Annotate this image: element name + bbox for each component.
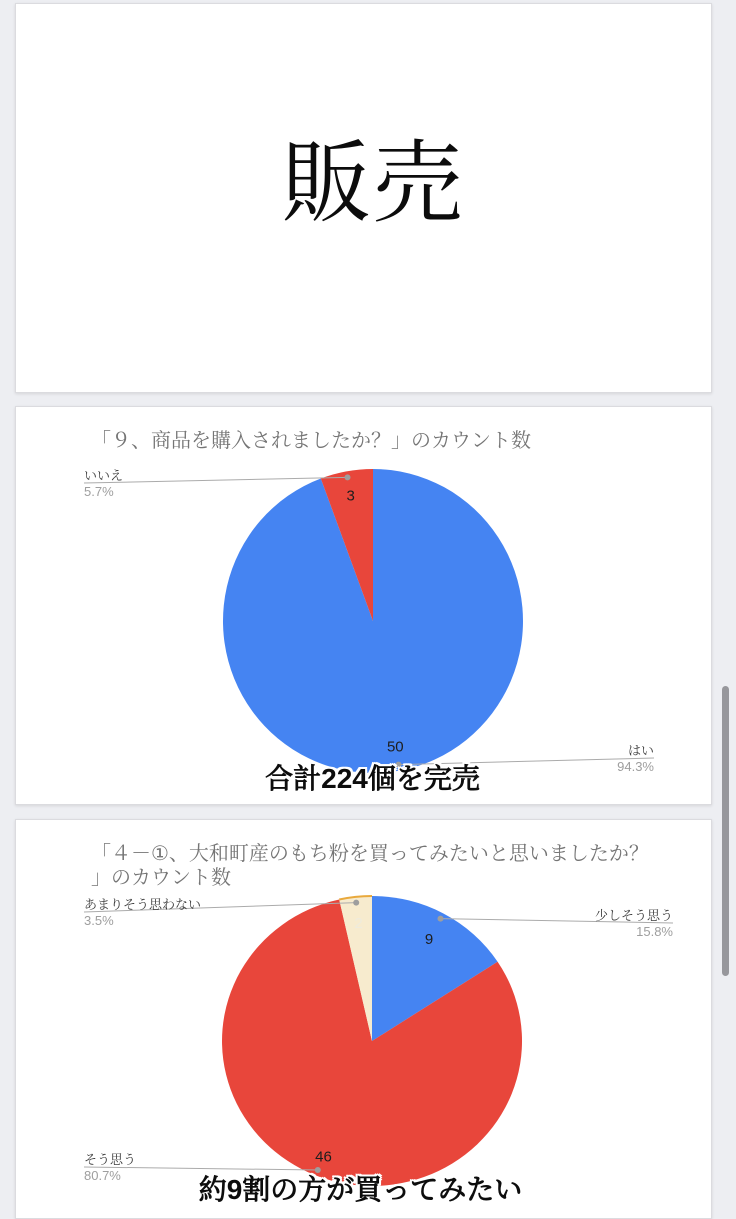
slice-category-label: 少しそう思う (594, 908, 673, 923)
slice-value-label: 9 (424, 931, 434, 948)
leader-dot (345, 474, 351, 480)
slice-category-label: あまりそう思わない (84, 897, 202, 912)
chart-title-line: 「４－①、大和町産のもち粉を買ってみたいと思いましたか？ (91, 843, 649, 865)
slice-value-label: 2 (354, 914, 363, 932)
slice-percent-label: 80.7% (84, 1168, 121, 1183)
scrollbar-thumb[interactable] (722, 686, 729, 976)
slice-percent-label: 3.5% (84, 913, 114, 928)
slice-value-label: 46 (315, 1148, 332, 1166)
chart-caption: 合計224個を完売 (265, 763, 480, 794)
slice-percent-label: 15.8% (636, 924, 673, 939)
slice-value-label: 3 (346, 487, 355, 505)
slice-category-label: はい (627, 743, 654, 758)
chart-title (91, 842, 681, 890)
slice-value-label: 50 (386, 738, 404, 756)
leader-dot (438, 916, 444, 922)
slice-category-label: そう思う (84, 1152, 137, 1167)
slice-category-label: いいえ (84, 468, 124, 483)
chart-title-line: 「９、商品を購入されましたか？」のカウント数 (91, 430, 531, 452)
leader-dot (353, 900, 359, 906)
slide-title-text: 販売 (281, 134, 464, 234)
chart-title (91, 429, 681, 453)
slide-2-card[interactable] (15, 406, 712, 805)
slice-percent-label: 5.7% (84, 484, 114, 499)
slide-1-card[interactable] (15, 3, 712, 393)
chart-title-line: 」のカウント数 (91, 867, 231, 889)
pie-chart[interactable] (16, 407, 713, 806)
chart-caption: 約9割の方が買ってみたい (198, 1174, 523, 1205)
slide-3-card[interactable] (15, 819, 712, 1219)
leader-line (84, 477, 348, 483)
slice-percent-label: 94.3% (617, 759, 654, 774)
